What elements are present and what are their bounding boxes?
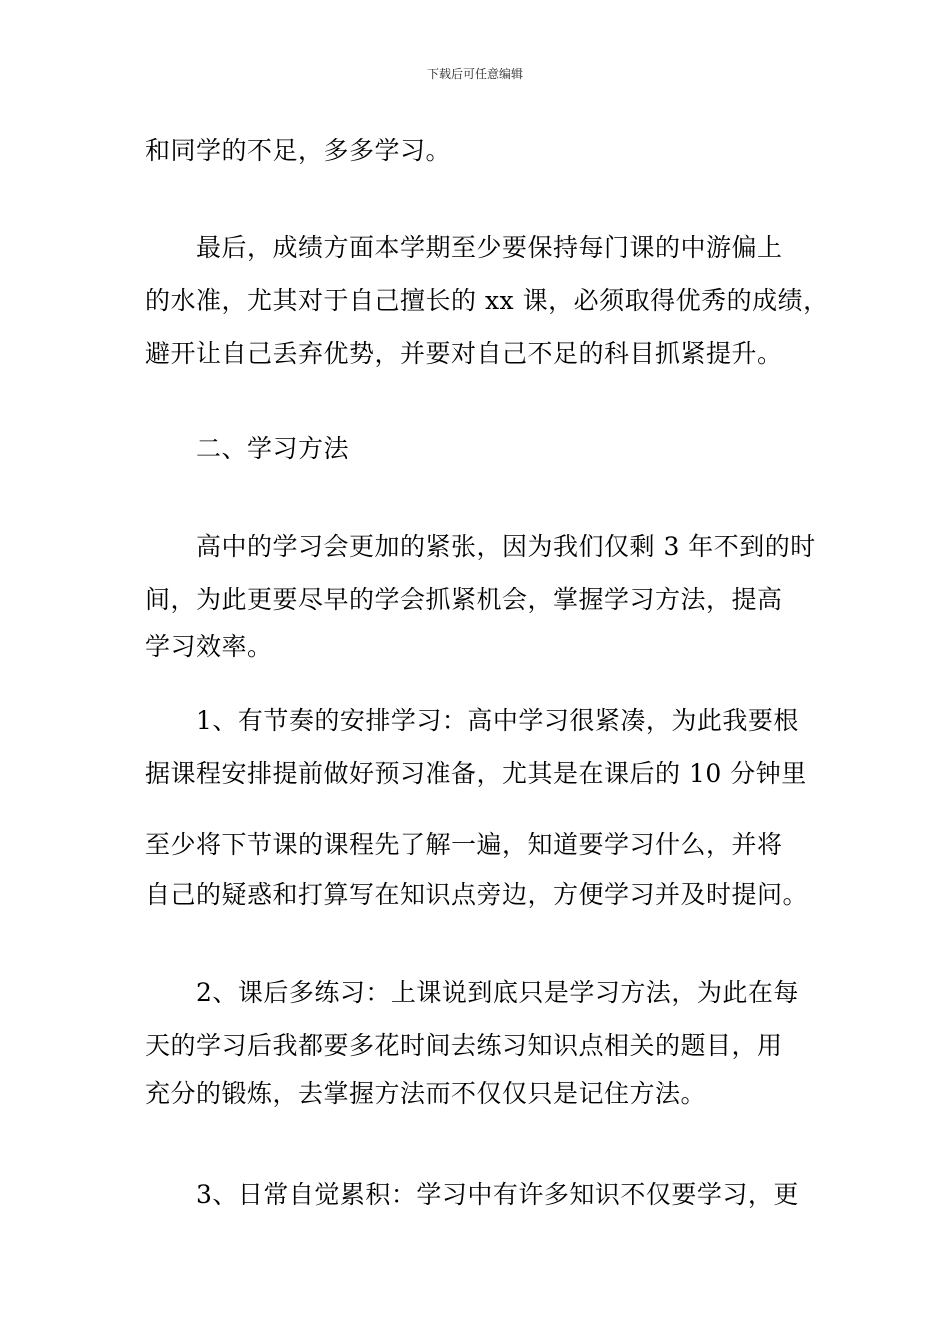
- text-line: 和同学的不足，多多学习。: [145, 136, 452, 165]
- text-line: 避开让自己丢弃优势，并要对自己不足的科目抓紧提升。: [145, 339, 783, 368]
- text-line: 1、有节奏的安排学习：高中学习很紧凑，为此我要根: [196, 706, 799, 735]
- text-line: 间，为此更要尽早的学会抓紧机会，掌握学习方法，提高: [145, 585, 783, 614]
- text-line: 据课程安排提前做好预习准备，尤其是在课后的 10 分钟里: [145, 759, 807, 788]
- text-line: 学习效率。: [145, 632, 273, 661]
- text-line: 3、日常自觉累积：学习中有许多知识不仅要学习，更: [196, 1180, 799, 1209]
- text-line: 的水准，尤其对于自己擅长的 xx 课，必须取得优秀的成绩，: [145, 286, 829, 315]
- section-heading: 二、学习方法: [196, 434, 350, 463]
- text-line: 充分的锻炼，去掌握方法而不仅仅只是记住方法。: [145, 1079, 707, 1108]
- page-header: 下载后可任意编辑: [426, 67, 523, 81]
- text-line: 天的学习后我都要多花时间去练习知识点相关的题目，用: [145, 1031, 783, 1060]
- text-line: 最后，成绩方面本学期至少要保持每门课的中游偏上: [196, 233, 783, 262]
- text-line: 高中的学习会更加的紧张，因为我们仅剩 3 年不到的时: [196, 532, 816, 561]
- text-line: 2、课后多练习：上课说到底只是学习方法，为此在每: [196, 978, 799, 1007]
- text-line: 至少将下节课的课程先了解一遍，知道要学习什么，并将: [145, 830, 783, 859]
- text-line: 自己的疑惑和打算写在知识点旁边，方便学习并及时提问。: [145, 880, 809, 909]
